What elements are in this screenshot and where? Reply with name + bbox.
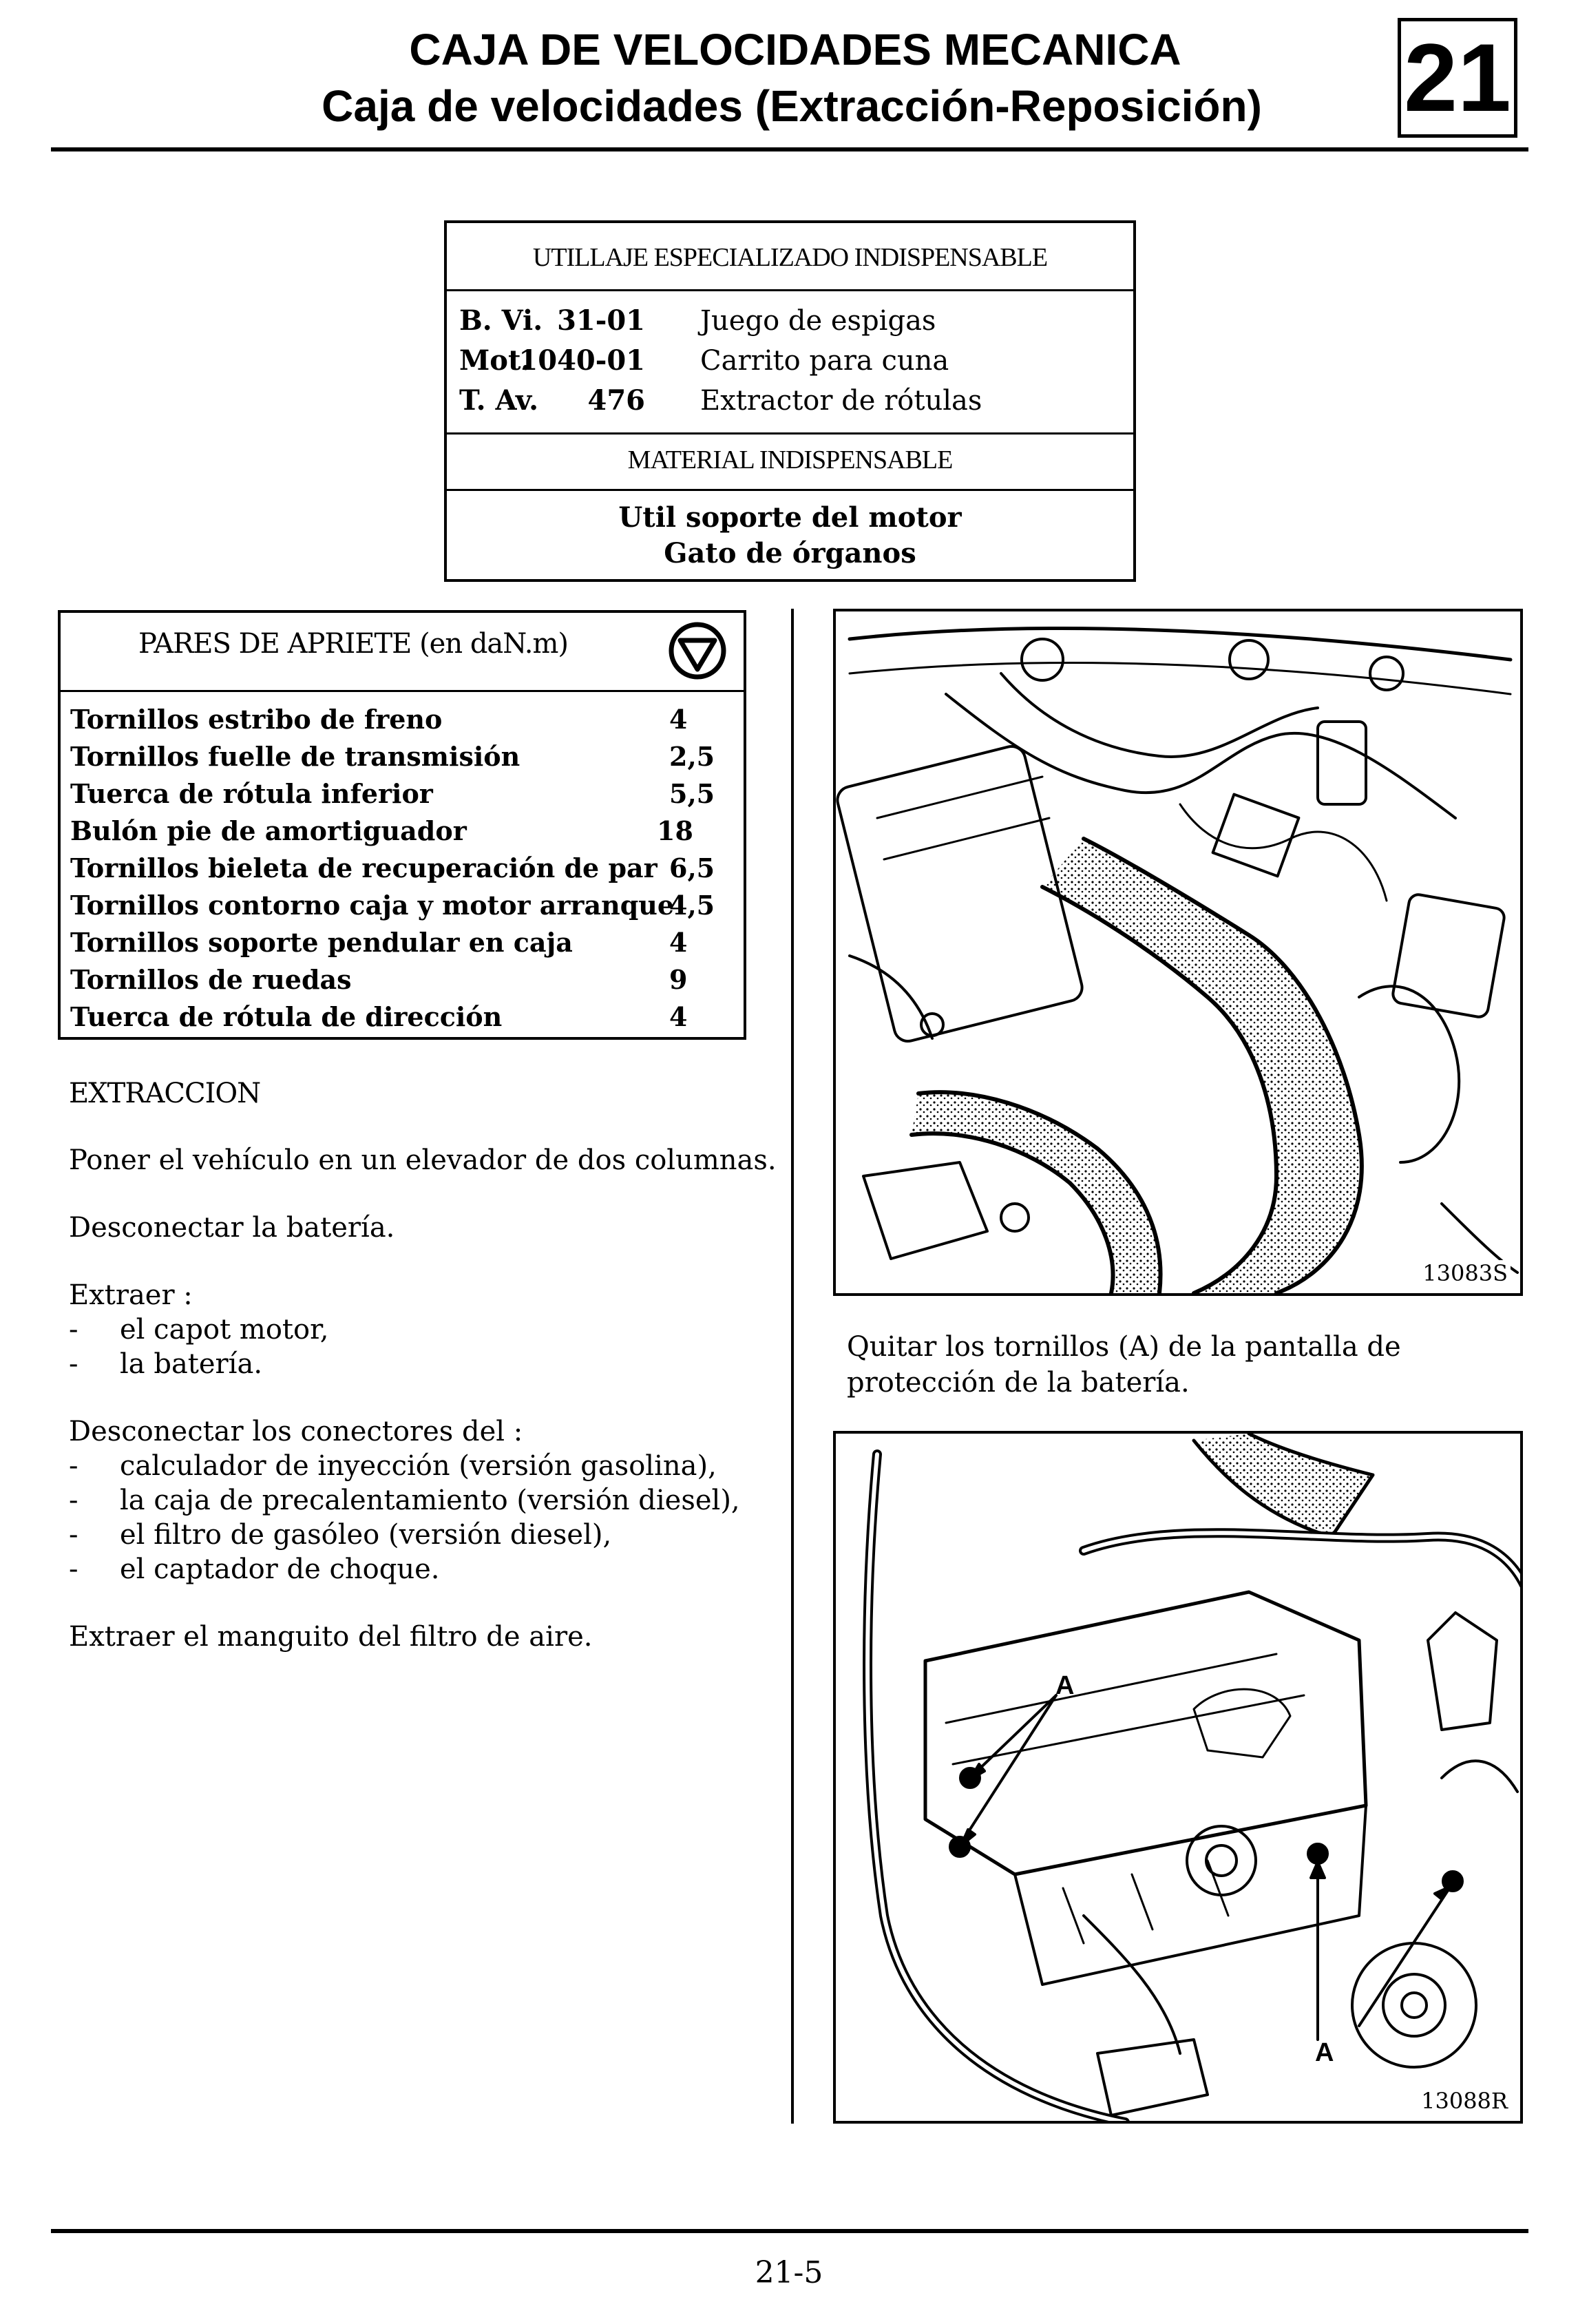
- document-subtitle: Caja de velocidades (Extracción-Reposición): [322, 81, 1262, 131]
- battery-shield-illustration: [833, 1431, 1523, 2124]
- list-item-text: el filtro de gasóleo (versión diesel),: [120, 1519, 612, 1551]
- torque-row: [70, 850, 738, 887]
- material-divider-top: [447, 432, 1133, 435]
- torque-table: [58, 610, 746, 1040]
- document-title: CAJA DE VELOCIDADES MECANICA: [409, 25, 1181, 74]
- material-item: Util soporte del motor: [618, 501, 962, 534]
- list-item-text: el captador de choque.: [120, 1553, 440, 1585]
- torque-row: [70, 924, 738, 961]
- torque-value: 4,5: [669, 890, 715, 921]
- tooling-desc: Juego de espigas: [700, 305, 936, 337]
- list-item-text: la caja de precalentamiento (versión diesel),: [120, 1485, 740, 1516]
- tooling-ref: 1040-01: [518, 344, 645, 377]
- torque-divider: [61, 690, 744, 692]
- torque-value: 5,5: [669, 778, 715, 809]
- chapter-number-box: 21: [1398, 18, 1517, 138]
- tooling-row: [459, 301, 1120, 341]
- torque-wrench-triangle-icon: [666, 620, 728, 682]
- footer-rule: [51, 2229, 1528, 2233]
- step-paragraph: Extraer :: [69, 1279, 193, 1311]
- list-dash: -: [69, 1314, 78, 1346]
- list-dash: -: [69, 1348, 78, 1380]
- torque-label: Tornillos de ruedas: [70, 964, 352, 995]
- torque-value: 2,5: [669, 741, 715, 772]
- tooling-desc: Extractor de rótulas: [700, 385, 982, 417]
- material-item: Gato de órganos: [664, 537, 916, 569]
- list-item-text: la batería.: [120, 1348, 263, 1380]
- step-paragraph: Desconectar los conectores del :: [69, 1416, 523, 1447]
- list-item-text: el capot motor,: [120, 1314, 329, 1346]
- torque-row: [70, 701, 738, 738]
- engine-bay-illustration: [833, 609, 1523, 1296]
- list-dash: -: [69, 1519, 78, 1551]
- material-divider-bottom: [447, 489, 1133, 491]
- torque-value: 4: [669, 927, 688, 958]
- torque-heading: PARES DE APRIETE (en daN.m): [138, 628, 568, 660]
- torque-label: Tornillos bieleta de recuperación de par: [70, 852, 658, 883]
- column-divider: [791, 609, 794, 2124]
- list-dash: -: [69, 1485, 78, 1516]
- torque-value: 9: [669, 964, 688, 995]
- tooling-prefix: B. Vi.: [459, 304, 543, 337]
- torque-label: Bulón pie de amortiguador: [70, 815, 467, 846]
- engine-bay-drawing: [836, 611, 1523, 1296]
- torque-label: Tornillos fuelle de transmisión: [70, 741, 520, 772]
- tooling-heading: UTILLAJE ESPECIALIZADO INDISPENSABLE: [532, 243, 1048, 272]
- torque-row: [70, 775, 738, 813]
- torque-value: 18: [657, 815, 693, 846]
- list-dash: -: [69, 1450, 78, 1482]
- list-dash: -: [69, 1553, 78, 1585]
- callout-label-a: A: [1315, 2038, 1334, 2067]
- step-paragraph: Extraer el manguito del filtro de aire.: [69, 1621, 593, 1653]
- torque-label: Tornillos soporte pendular en caja: [70, 927, 573, 958]
- figure-reference: 13088R: [1418, 2088, 1511, 2114]
- tooling-row: [459, 381, 1120, 421]
- torque-row: [70, 738, 738, 775]
- material-heading: MATERIAL INDISPENSABLE: [627, 446, 953, 474]
- torque-row: [70, 813, 738, 850]
- figure-reference: 13083S: [1420, 1260, 1511, 1286]
- tooling-prefix: Mot.: [459, 344, 531, 377]
- header-rule: [51, 147, 1528, 151]
- callout-label-a: A: [1055, 1671, 1075, 1700]
- torque-value: 4: [669, 704, 688, 735]
- torque-label: Tornillos estribo de freno: [70, 704, 443, 735]
- battery-shield-drawing: [836, 1434, 1523, 2124]
- torque-row: [70, 961, 738, 998]
- step-paragraph: Poner el vehículo en un elevador de dos columnas.: [69, 1144, 777, 1176]
- figure-caption: Quitar los tornillos (A) de la pantalla de protección de la batería.: [847, 1331, 1401, 1399]
- torque-value: 4: [669, 1001, 688, 1032]
- section-heading-extraccion: EXTRACCION: [69, 1078, 261, 1109]
- torque-label: Tuerca de rótula inferior: [70, 778, 433, 809]
- tooling-desc: Carrito para cuna: [700, 345, 949, 377]
- torque-label: Tornillos contorno caja y motor arranque: [70, 890, 675, 921]
- tooling-prefix: T. Av.: [459, 384, 539, 417]
- torque-row: [70, 887, 738, 924]
- torque-value: 6,5: [669, 852, 715, 883]
- tooling-divider: [447, 289, 1133, 291]
- page-number: 21-5: [755, 2255, 823, 2290]
- torque-row: [70, 998, 738, 1036]
- tooling-table: [444, 220, 1136, 582]
- tooling-ref: 476: [587, 384, 645, 417]
- tooling-row: [459, 341, 1120, 381]
- torque-label: Tuerca de rótula de dirección: [70, 1001, 503, 1032]
- step-paragraph: Desconectar la batería.: [69, 1212, 395, 1244]
- tooling-ref: 31-01: [557, 304, 645, 337]
- list-item-text: calculador de inyección (versión gasolina),: [120, 1450, 717, 1482]
